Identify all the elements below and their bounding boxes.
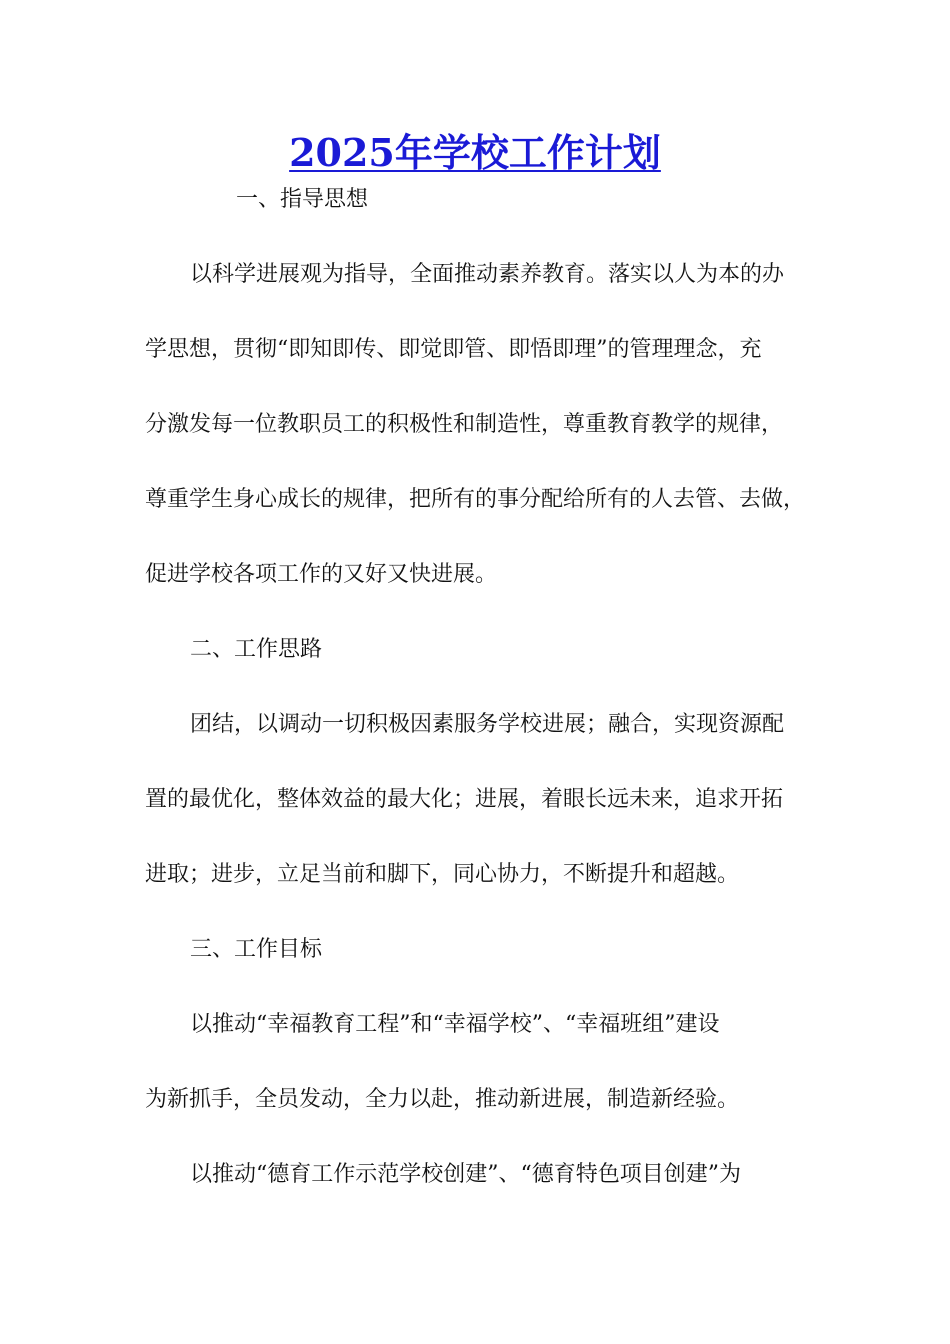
paragraph-line: 分激发每一位教职员工的积极性和制造性，尊重教育教学的规律，: [145, 412, 784, 437]
paragraph-line: 团结，以调动一切积极因素服务学校进展；融合，实现资源配: [190, 712, 785, 737]
paragraph-line: 为新抓手，全员发动，全力以赴，推动新进展，制造新经验。: [145, 1087, 740, 1112]
paragraph-line: 促进学校各项工作的又好又快进展。: [145, 562, 498, 587]
paragraph-line: 尊重学生身心成长的规律，把所有的事分配给所有的人去管、去做，: [145, 487, 806, 512]
paragraph-line: 进取；进步，立足当前和脚下，同心协力，不断提升和超越。: [145, 862, 740, 887]
paragraph-line: 以推动“德育工作示范学校创建”、“德育特色项目创建”为: [190, 1162, 741, 1187]
paragraph-line: 以推动“幸福教育工程”和“幸福学校”、“幸福班组”建设: [190, 1012, 720, 1037]
document-title: 2025年学校工作计划: [289, 130, 661, 175]
paragraph-line: 学思想，贯彻“即知即传、即觉即管、即悟即理”的管理理念，充: [145, 337, 762, 362]
paragraph-line: 以科学进展观为指导，全面推动素养教育。落实以人为本的办: [190, 262, 785, 287]
heading-guiding-ideology: 一、指导思想: [236, 187, 369, 212]
heading-work-goals: 三、工作目标: [190, 937, 323, 962]
heading-work-approach: 二、工作思路: [190, 637, 323, 662]
paragraph-line: 置的最优化，整体效益的最大化；进展，着眼长远未来，追求开拓: [145, 787, 784, 812]
